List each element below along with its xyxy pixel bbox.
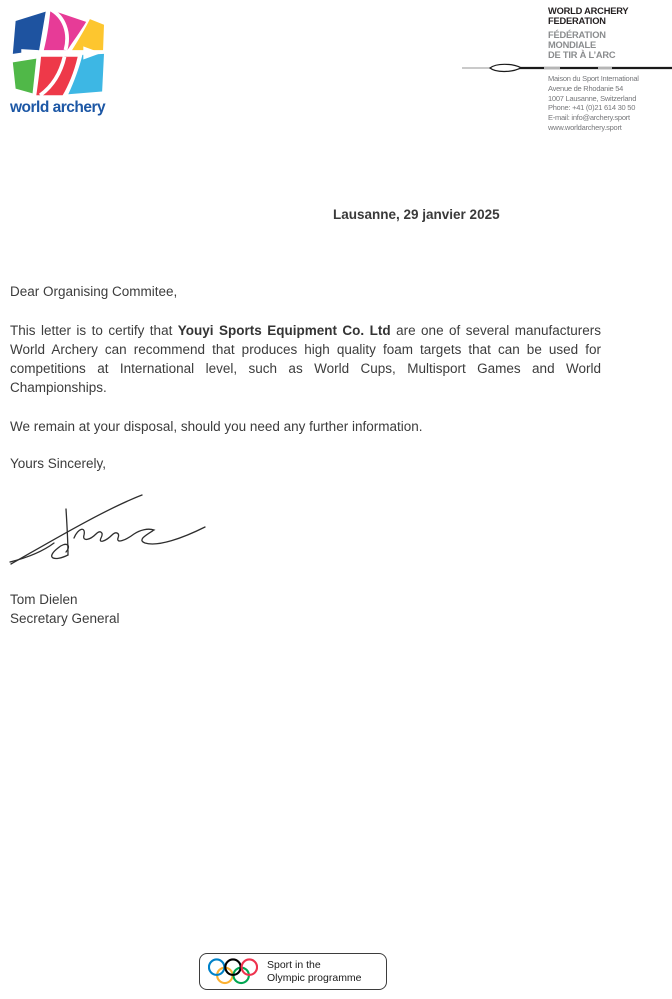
org-name-fr <box>548 30 672 61</box>
arrow-graphic-icon <box>460 61 672 75</box>
olympic-rings-icon <box>208 958 258 985</box>
signer-title: Secretary General <box>10 611 120 626</box>
address-line: Avenue de Rhodanie 54 <box>548 83 624 93</box>
letterhead-address <box>548 74 672 133</box>
letter-closing: Yours Sincerely, <box>10 456 107 471</box>
signature-icon <box>8 487 213 570</box>
address-line: Maison du Sport International <box>548 74 639 83</box>
paragraph-text: are one of several manufacturers World Archery can recommend that produces high quality foam targets that can be used for competitions at International level, such as World Cups, Multisport Games and World Championships. <box>10 323 602 395</box>
olympic-programme-badge <box>199 953 387 990</box>
address-line-website: www.worldarchery.sport <box>548 122 622 132</box>
letter-paragraph-2: We remain at your disposal, should you need any further information. <box>10 419 423 434</box>
org-name-en-line: WORLD ARCHERY <box>548 6 629 16</box>
org-name-fr-line: FÉDÉRATION <box>548 29 606 40</box>
address-line: 1007 Lausanne, Switzerland <box>548 93 637 103</box>
logo-wordmark: world archery <box>10 99 106 116</box>
address-line: Phone: +41 (0)21 614 30 50 <box>548 103 636 113</box>
org-name-fr-line: MONDIALE <box>548 39 596 50</box>
signer-name: Tom Dielen <box>10 592 78 607</box>
company-name: Youyi Sports Equipment Co. Ltd <box>177 323 391 338</box>
olympic-badge-label <box>267 959 362 985</box>
world-archery-logo-icon <box>10 8 104 96</box>
org-name-fr-line: DE TIR À L’ARC <box>548 50 616 61</box>
letterhead-org-names <box>548 6 672 60</box>
letter-date: Lausanne, 29 janvier 2025 <box>333 207 500 222</box>
world-archery-logo <box>10 8 120 117</box>
org-name-en-line: FEDERATION <box>548 16 606 27</box>
badge-label-line: Sport in the <box>267 958 321 971</box>
address-line-email: E-mail: info@archery.sport <box>548 113 630 123</box>
letter-greeting: Dear Organising Commitee, <box>10 284 178 299</box>
paragraph-text: This letter is to certify that <box>10 323 178 338</box>
letter-paragraph-1 <box>10 321 601 397</box>
badge-label-line: Olympic programme <box>267 971 362 984</box>
org-name-en <box>548 6 672 27</box>
